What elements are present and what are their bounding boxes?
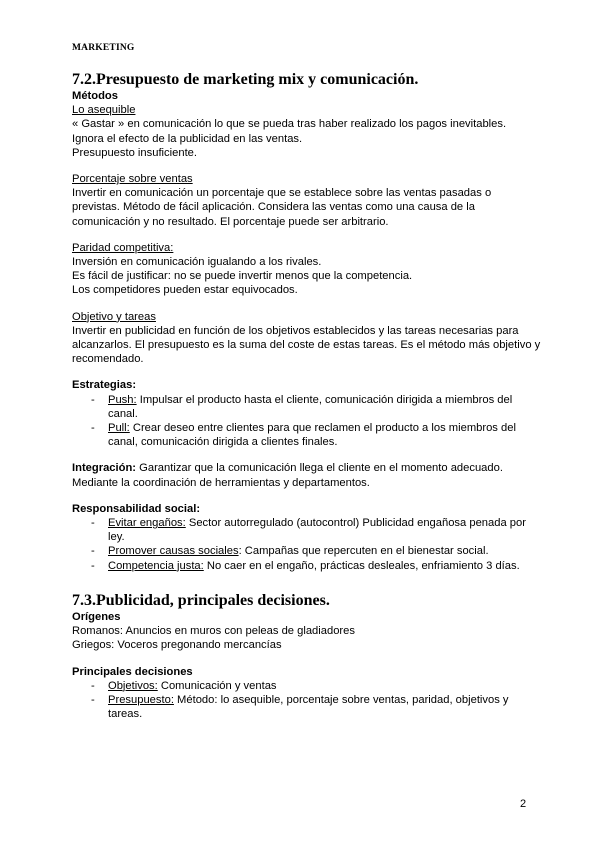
list-item-term: Competencia justa:	[108, 559, 204, 572]
method-paridad-line: Los competidores pueden estar equivocados.	[72, 284, 298, 297]
method-porcentaje	[72, 172, 542, 229]
page-content	[72, 70, 542, 721]
list-item	[108, 421, 542, 449]
list-item	[108, 516, 542, 544]
list-item-text: Impulsar el producto hasta el cliente, comunicación dirigida a miembros del canal.	[108, 393, 513, 420]
method-paridad-line: Es fácil de justificar: no se puede invertir menos que la competencia.	[72, 270, 413, 283]
method-objetivo-title: Objetivo y tareas	[72, 310, 156, 323]
list-item-term: Push:	[108, 393, 137, 406]
list-item	[108, 544, 542, 558]
list-item-text: No caer en el engaño, prácticas desleales, enfriamiento 3 días.	[203, 559, 520, 572]
list-item	[108, 679, 542, 693]
method-asequible-title: Lo asequible	[72, 104, 136, 117]
decisiones-heading: Principales decisiones	[72, 665, 193, 678]
list-item-term: Presupuesto:	[108, 693, 174, 706]
method-paridad	[72, 241, 542, 298]
metodos-heading: Métodos	[72, 90, 118, 102]
decisiones-list	[72, 679, 542, 722]
list-item-text: Crear deseo entre clientes para que reclamen el producto a los miembros del canal, comunicación dirigida a clientes finales.	[108, 422, 516, 449]
list-item-term: Promover causas sociales	[108, 545, 239, 558]
method-asequible-line: Presupuesto insuficiente.	[72, 146, 198, 159]
list-item-text: Método: lo asequible, porcentaje sobre ventas, paridad, objetivos y tareas.	[108, 693, 509, 721]
origenes-line: Romanos: Anuncios en muros con peleas de gladiadores	[72, 625, 355, 638]
integracion-label: Integración:	[72, 462, 137, 475]
method-asequible	[72, 103, 542, 160]
section-7-2-title: 7.2.Presupuesto de marketing mix y comunicación.	[72, 71, 419, 88]
method-porcentaje-title: Porcentaje sobre ventas	[72, 173, 193, 186]
method-objetivo	[72, 310, 542, 367]
responsabilidad-list	[72, 516, 542, 573]
section-7-3	[72, 591, 542, 721]
integracion-block	[72, 461, 542, 489]
list-item	[108, 693, 542, 721]
estrategias-list	[72, 393, 542, 450]
list-item-term: Pull:	[108, 422, 130, 435]
estrategias-block	[72, 378, 542, 449]
page-number: 2	[520, 798, 527, 810]
method-porcentaje-text: Invertir en comunicación un porcentaje que se establece sobre las ventas pasadas o previstas. Método de fácil aplicación. Considera las ventas como una causa de la comunicación y no resultado. El porcentaje puede ser arbitrario.	[72, 187, 492, 228]
responsabilidad-heading: Responsabilidad social:	[72, 502, 201, 515]
page-header: MARKETING	[72, 43, 135, 53]
list-item-term: Evitar engaños:	[108, 517, 186, 530]
method-paridad-title: Paridad competitiva:	[72, 241, 174, 254]
estrategias-heading: Estrategias:	[72, 379, 137, 392]
list-item-text: Comunicación y ventas	[157, 679, 277, 692]
method-asequible-line: « Gastar » en comunicación lo que se pueda tras haber realizado los pagos inevitables.	[72, 118, 507, 131]
responsabilidad-block	[72, 502, 542, 573]
list-item	[108, 559, 542, 573]
method-asequible-line: Ignora el efecto de la publicidad en las ventas.	[72, 132, 303, 145]
list-item-text: Sector autorregulado (autocontrol) Publicidad engañosa penada por ley.	[108, 517, 526, 544]
origenes-line: Griegos: Voceros pregonando mercancías	[72, 639, 282, 652]
list-item-term: Objetivos:	[108, 679, 158, 692]
decisiones-block	[72, 665, 542, 722]
integracion-text: Garantizar que la comunicación llega el cliente en el momento adecuado. Mediante la coordinación de herramientas y departamentos.	[72, 462, 503, 489]
list-item-text: : Campañas que repercuten en el bienestar social.	[238, 545, 489, 558]
section-7-3-title: 7.3.Publicidad, principales decisiones.	[72, 591, 330, 609]
list-item	[108, 393, 542, 421]
method-paridad-line: Inversión en comunicación igualando a los rivales.	[72, 256, 322, 269]
method-objetivo-text: Invertir en publicidad en función de los objetivos establecidos y las tareas necesarias para alcanzarlos. El presupuesto es la suma del coste de estas tareas. Es el método más objetivo y recomendado.	[72, 324, 541, 366]
origenes-heading: Orígenes	[72, 610, 121, 623]
